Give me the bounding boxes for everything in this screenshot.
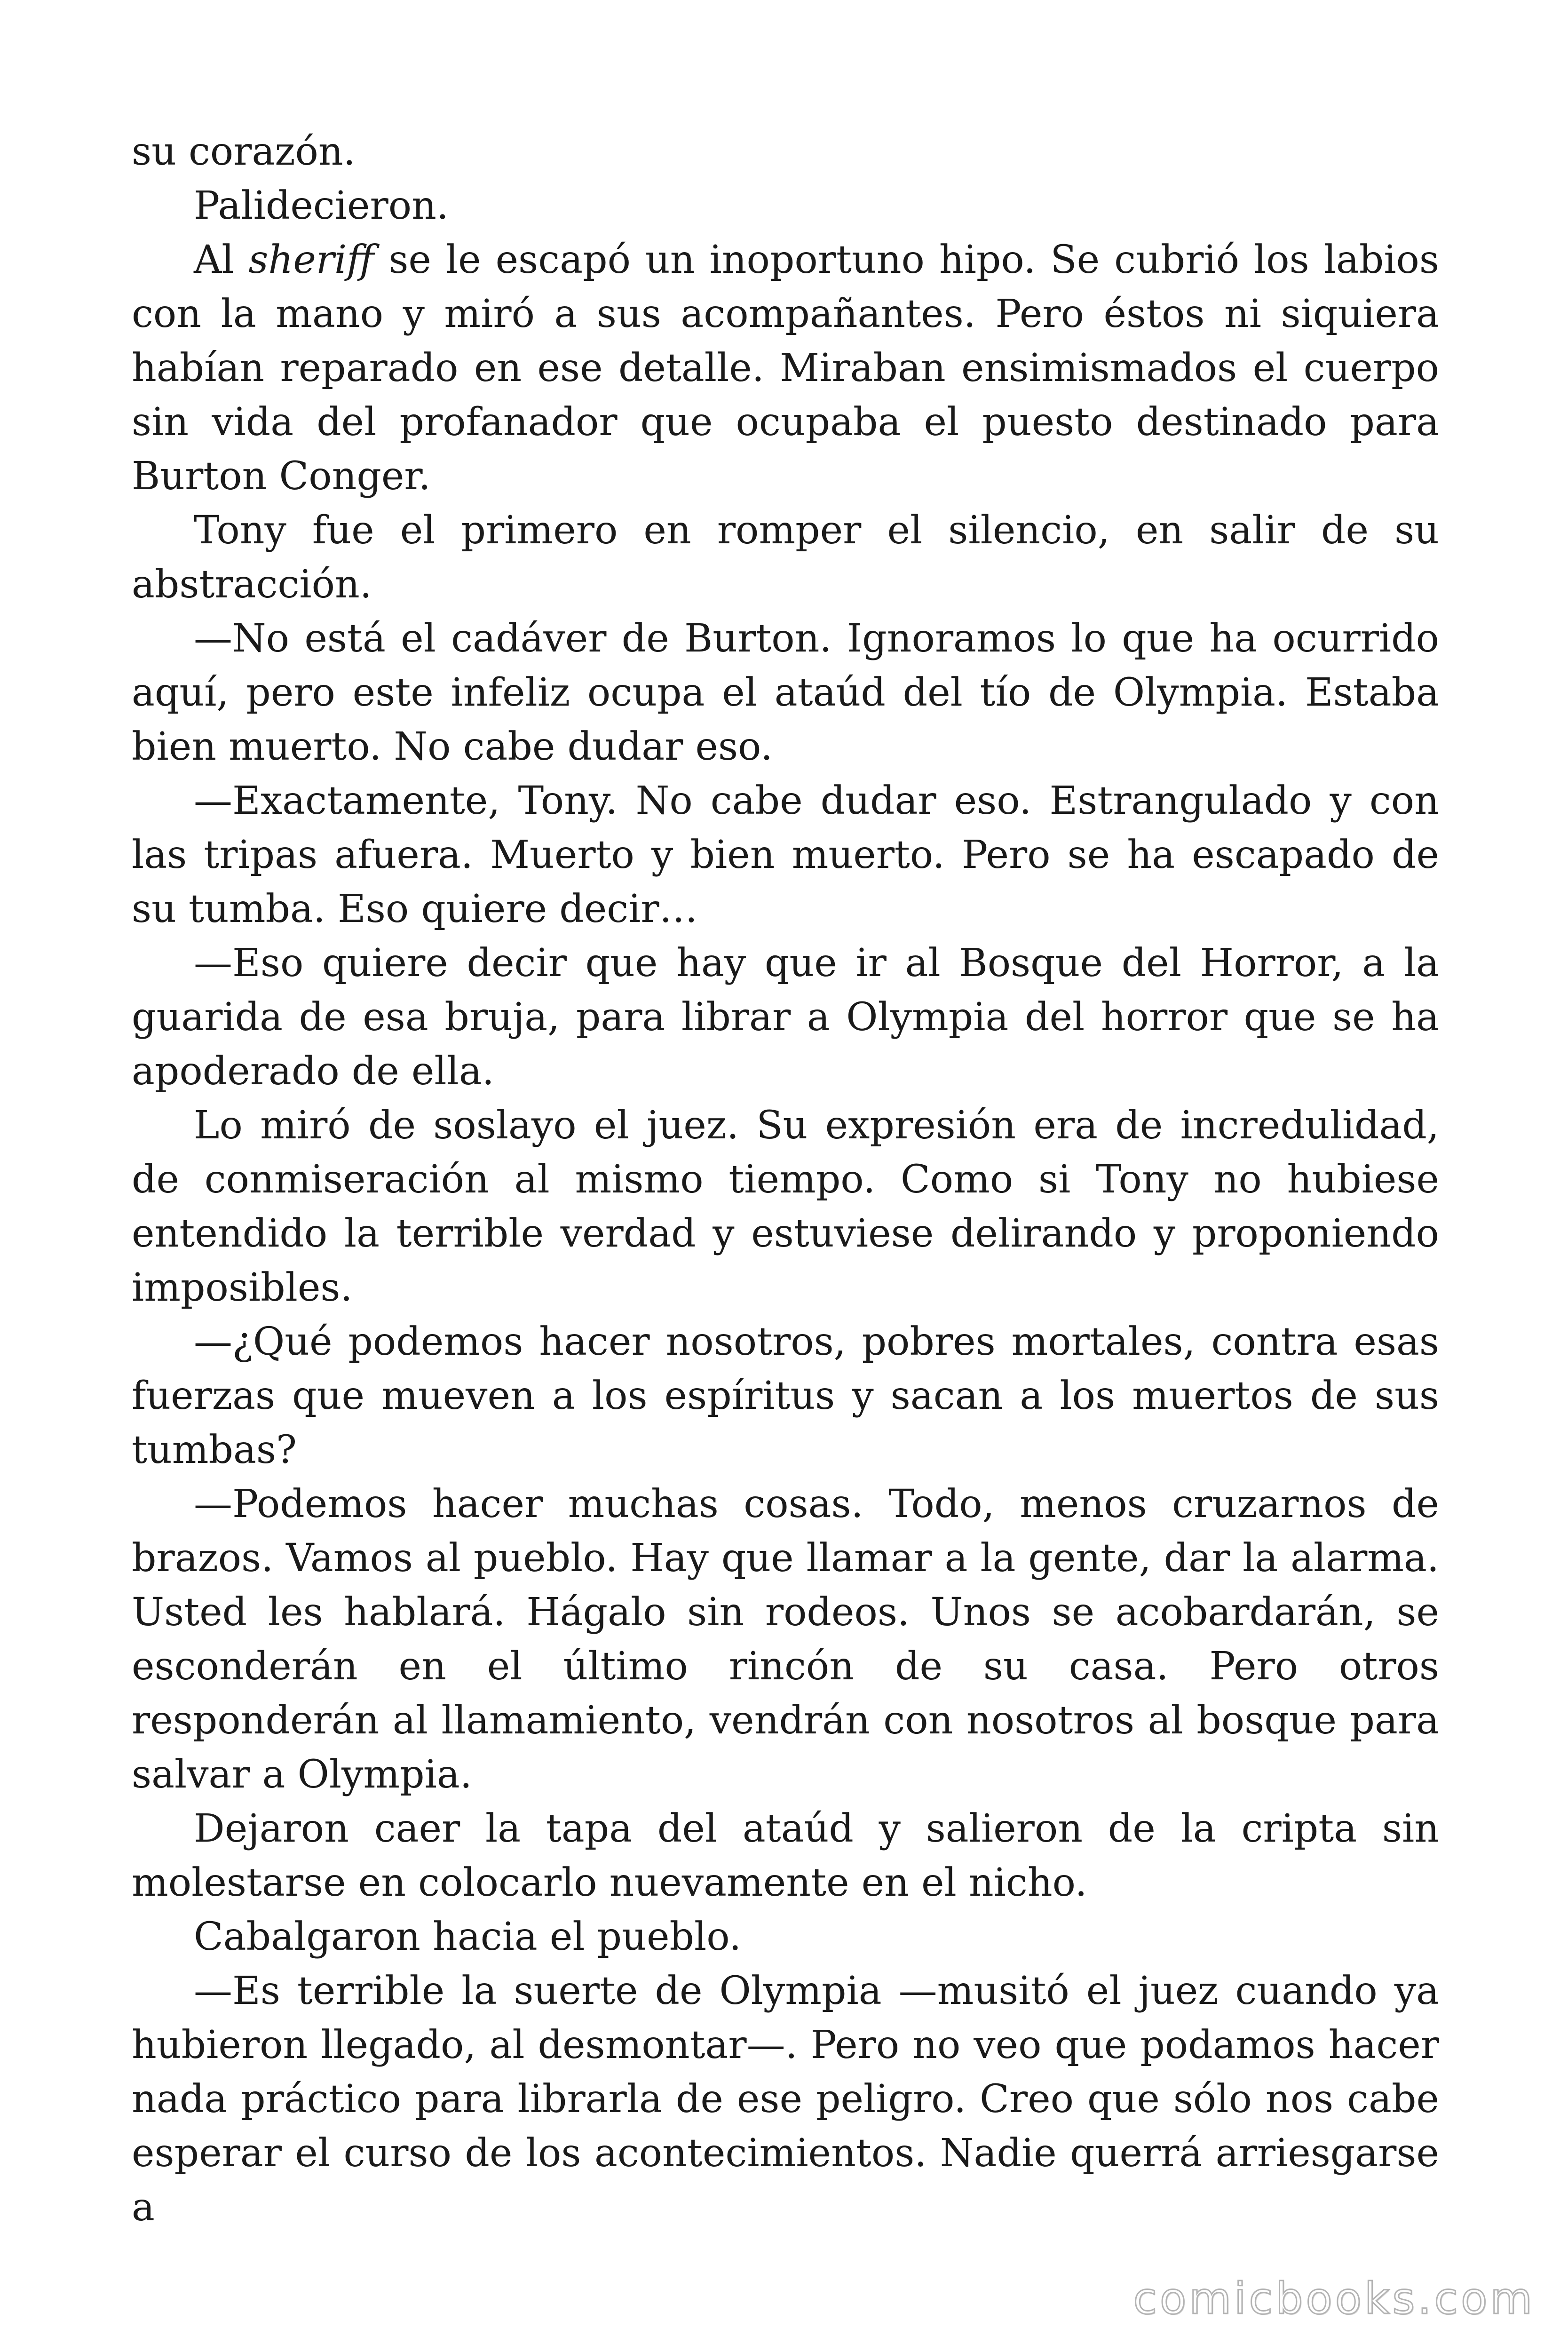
watermark: comicbooks.com: [1133, 2273, 1535, 2324]
dialogue-paragraph: —Es terrible la suerte de Olympia —musitó el juez cuando ya hubieron llegado, al desmontar—. Pero no veo que podamos hacer nada práctico para librarla de ese peligro. Creo que sólo nos cabe esperar el curso de los acontecimientos. Nadie querrá arriesgarse a: [132, 1969, 1439, 2230]
dialogue-paragraph: —No está el cadáver de Burton. Ignoramos lo que ha ocurrido aquí, pero este infeliz ocupa el ataúd del tío de Olympia. Estaba bien muerto. No cabe dudar eso.: [132, 616, 1439, 769]
dialogue-paragraph: —Podemos hacer muchas cosas. Todo, menos cruzarnos de brazos. Vamos al pueblo. Hay que llamar a la gente, dar la alarma. Usted les hablará. Hágalo sin rodeos. Unos se acobardarán, se esconderán en el último rincón de su casa. Pero otros responderán al llamamiento, vendrán con nosotros al bosque para salvar a Olympia.: [132, 1482, 1439, 1797]
body-text: [132, 125, 1439, 2234]
paragraph: Lo miró de soslayo el juez. Su expresión era de incredulidad, de conmiseración al mismo tiempo. Como si Tony no hubiese entendido la terrible verdad y estuviese delirando y proponiendo imposibles.: [132, 1103, 1439, 1310]
paragraph-text: Al: [194, 238, 249, 282]
paragraph: Palidecieron.: [194, 183, 449, 228]
paragraph-continuation: su corazón.: [132, 129, 356, 174]
paragraph: [132, 233, 1439, 503]
paragraph-text: se le escapó un inoportuno hipo. Se cubrió los labios con la mano y miró a sus acompañantes. Pero éstos ni siquiera habían reparado en ese detalle. Miraban ensimismados el cuerpo sin vida del profanador que ocupaba el puesto destinado para Burton Conger.: [132, 238, 1439, 499]
dialogue-paragraph: —Exactamente, Tony. No cabe dudar eso. Estrangulado y con las tripas afuera. Muerto y bien muerto. Pero se ha escapado de su tumba. Eso quiere decir…: [132, 779, 1439, 931]
paragraph: Dejaron caer la tapa del ataúd y salieron de la cripta sin molestarse en colocarlo nuevamente en el nicho.: [132, 1806, 1439, 1905]
italic-term: sheriff: [248, 238, 374, 282]
dialogue-paragraph: —¿Qué podemos hacer nosotros, pobres mortales, contra esas fuerzas que mueven a los espíritus y sacan a los muertos de sus tumbas?: [132, 1319, 1439, 1472]
paragraph: Cabalgaron hacia el pueblo.: [194, 1915, 742, 1959]
paragraph: Tony fue el primero en romper el silencio, en salir de su abstracción.: [132, 508, 1439, 607]
dialogue-paragraph: —Eso quiere decir que hay que ir al Bosque del Horror, a la guarida de esa bruja, para librar a Olympia del horror que se ha apoderado de ella.: [132, 941, 1439, 1094]
